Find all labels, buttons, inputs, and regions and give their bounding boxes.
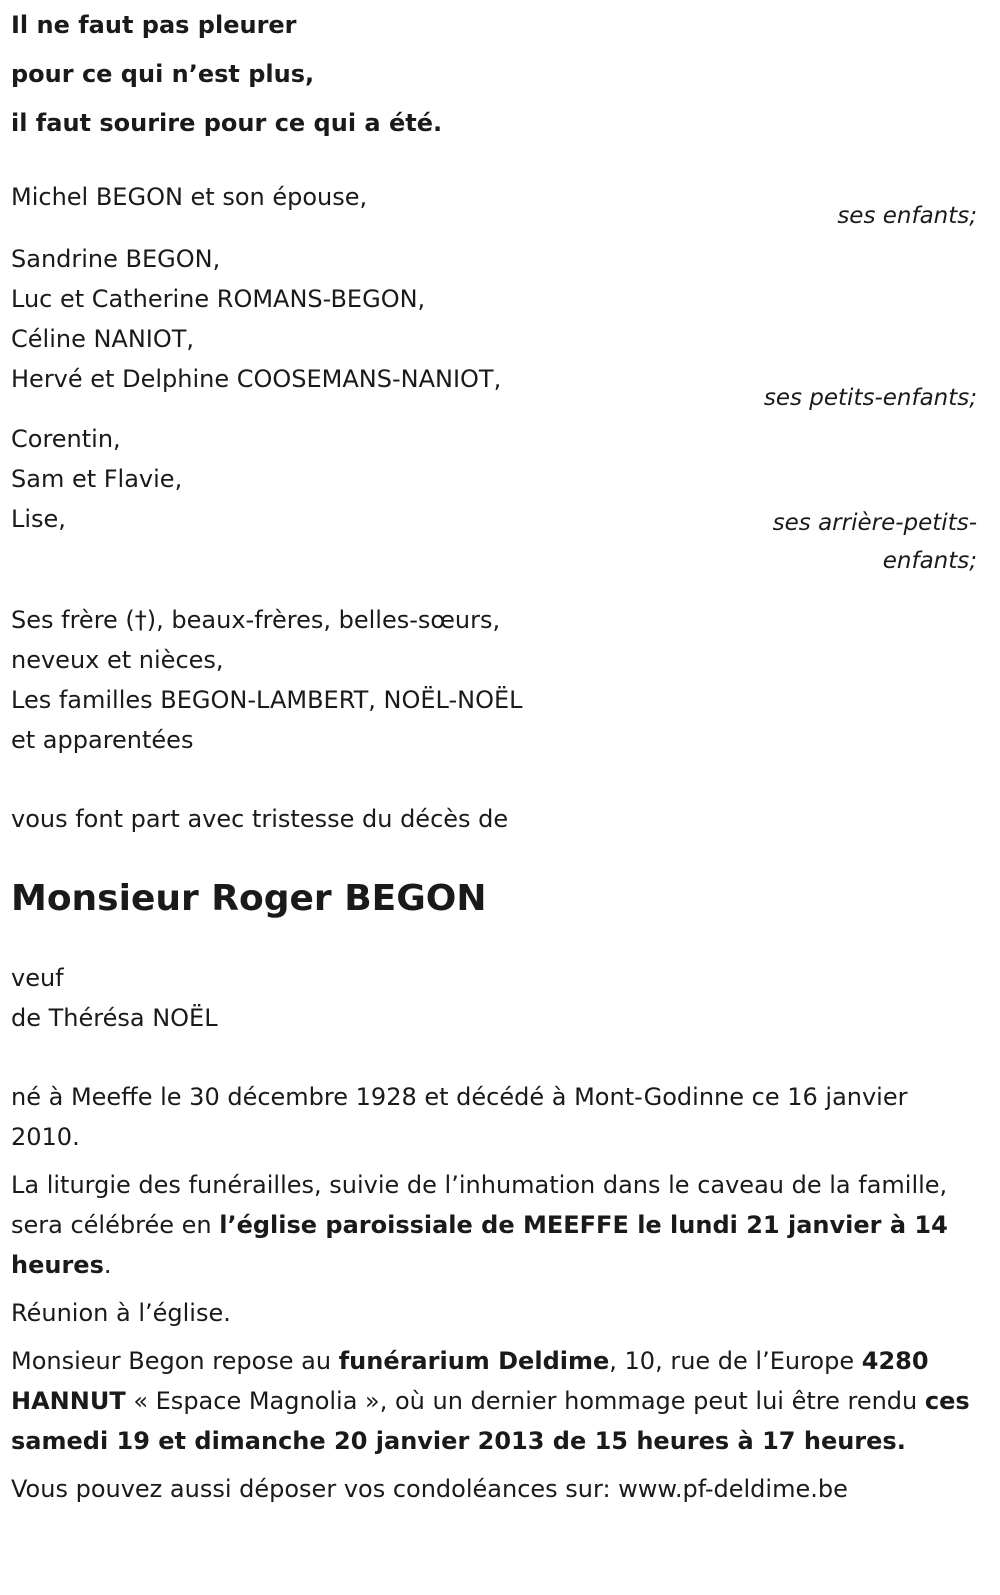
quote-line: pour ce qui n’est plus, [11,60,315,88]
opening-quote [11,0,977,148]
family-member-line: Corentin, [11,425,121,453]
liturgy-paragraph [11,1165,977,1285]
family-member-line: Luc et Catherine ROMANS-BEGON, [11,285,426,313]
extended-family-group [11,600,977,760]
family-member-line: neveux et nièces, [11,646,224,674]
liturgy-text: La liturgie des funérailles, suivie de l’inhumation dans le caveau de la famille, sera célébrée en [11,1171,948,1239]
family-member-line: Michel BEGON et son épouse, [11,183,368,211]
funerarium-name: funérarium Deldime [338,1347,610,1375]
birth-death-paragraph: né à Meeffe le 30 décembre 1928 et décédé à Mont-Godinne ce 16 janvier 2010. [11,1083,908,1151]
family-member-line: Sandrine BEGON, [11,245,221,273]
repose-city: 4280 HANNUT [11,1347,929,1415]
role-label-great-grandchildren [737,504,977,580]
grandchildren-group [11,239,977,411]
repose-text: Monsieur Begon repose au [11,1347,339,1375]
role-label-grandchildren: ses petits-enfants; [763,385,977,411]
family-member-line: et apparentées [11,726,194,754]
family-member-line: Les familles BEGON-LAMBERT, NOËL-NOËL [11,686,523,714]
widower-line: veuf [11,964,64,992]
announcement-text: vous font part avec tristesse du décès de [11,805,509,833]
quote-line: Il ne faut pas pleurer [11,11,297,39]
quote-line: il faut sourire pour ce qui a été. [11,109,443,137]
family-member-line: Céline NANIOT, [11,325,195,353]
repose-address: , 10, rue de l’Europe [609,1347,862,1375]
obituary-page [11,0,977,1509]
children-group [11,177,977,229]
role-label-line: ses arrière-petits- [772,510,977,536]
condolences-paragraph: Vous pouvez aussi déposer vos condoléances sur: www.pf-deldime.be [11,1475,848,1503]
great-grandchildren-group [11,419,977,574]
family-member-line: Hervé et Delphine COOSEMANS-NANIOT, [11,365,502,393]
role-label-children: ses enfants; [837,203,977,229]
repose-text-middle: « Espace Magnolia », où un dernier hommage peut lui être rendu [125,1387,925,1415]
family-member-line: Ses frère (†), beaux-frères, belles-sœurs, [11,606,501,634]
widower-line: de Thérésa NOËL [11,1004,218,1032]
liturgy-text-end: . [103,1251,112,1279]
liturgy-location-time: l’église paroissiale de MEEFFE le lundi 21 janvier à 14 heures [11,1211,948,1279]
deceased-name: Monsieur Roger BEGON [11,878,487,919]
visitation-times: ces samedi 19 et dimanche 20 janvier 2013 de 15 heures à 17 heures. [11,1387,970,1455]
role-label-line: enfants; [882,548,977,574]
family-member-line: Lise, [11,505,66,533]
repose-paragraph [11,1341,977,1461]
family-member-line: Sam et Flavie, [11,465,183,493]
reunion-paragraph: Réunion à l’église. [11,1299,231,1327]
widower-block [11,958,977,1038]
